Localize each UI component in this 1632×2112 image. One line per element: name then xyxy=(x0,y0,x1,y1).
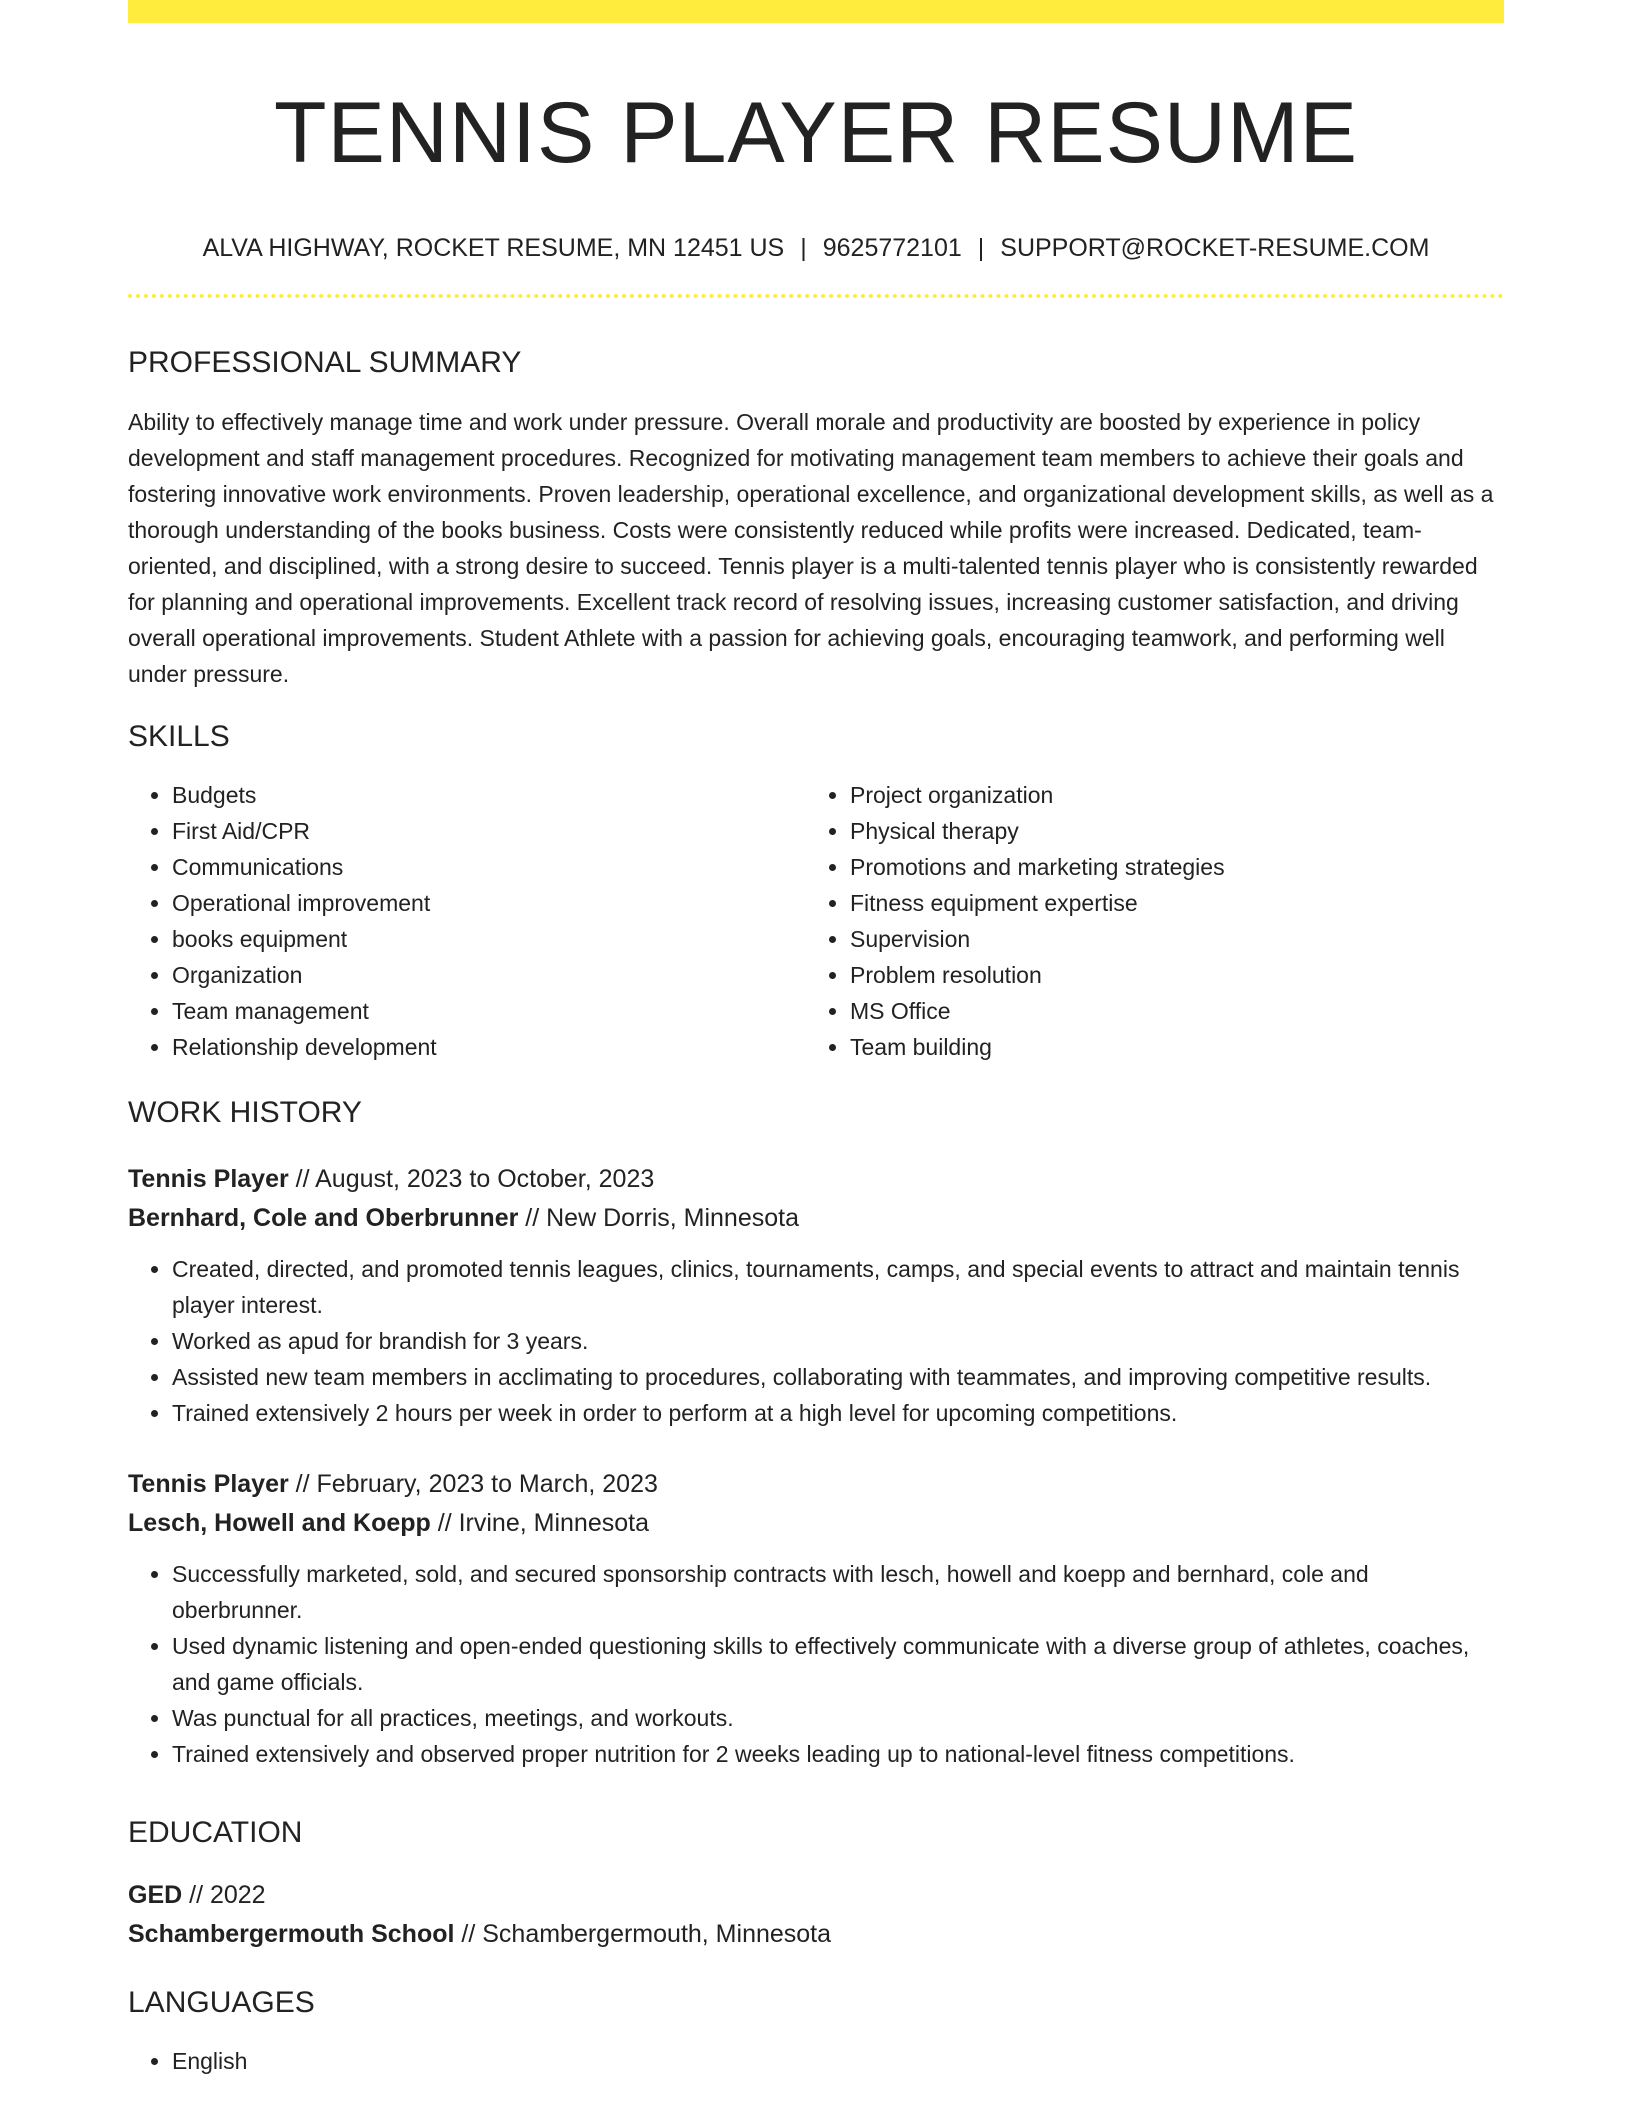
education-year: // 2022 xyxy=(182,1881,266,1909)
skill-item: • Promotions and marketing strategies xyxy=(850,849,1490,885)
job-role: Tennis Player xyxy=(128,1165,289,1193)
job-bullet: • Was punctual for all practices, meetings, and workouts. xyxy=(172,1700,1504,1736)
skill-item: • Problem resolution xyxy=(850,957,1490,993)
job-bullets xyxy=(128,1556,1504,1772)
skill-item: • books equipment xyxy=(172,921,806,957)
education-heading: EDUCATION xyxy=(128,1816,303,1849)
skill-item: • Relationship development xyxy=(172,1029,806,1065)
job-bullet: • Assisted new team members in acclimating to procedures, collaborating with teammates, and improving competitive results. xyxy=(172,1359,1504,1395)
skill-item: • Supervision xyxy=(850,921,1490,957)
skill-item: • Communications xyxy=(172,849,806,885)
skill-item: • Fitness equipment expertise xyxy=(850,885,1490,921)
job-company: Lesch, Howell and Koepp xyxy=(128,1509,431,1537)
skill-item: • MS Office xyxy=(850,993,1490,1029)
skills-list xyxy=(128,777,1504,1065)
job-location: // New Dorris, Minnesota xyxy=(518,1204,799,1232)
job-entry xyxy=(128,1465,1504,1772)
skill-item: • Team management xyxy=(172,993,806,1029)
contact-email: SUPPORT@ROCKET-RESUME.COM xyxy=(1000,234,1430,262)
education-degree: GED xyxy=(128,1881,183,1909)
job-bullet: • Trained extensively 2 hours per week in order to perform at a high level for upcoming competitions. xyxy=(172,1395,1504,1431)
skill-item: • First Aid/CPR xyxy=(172,813,806,849)
job-bullets xyxy=(128,1251,1504,1431)
job-role: Tennis Player xyxy=(128,1470,289,1498)
job-location: // Irvine, Minnesota xyxy=(430,1509,649,1537)
job-bullet: • Used dynamic listening and open-ended questioning skills to effectively communicate with a diverse group of athletes, coaches, and game officials. xyxy=(172,1628,1504,1700)
skill-item: • Operational improvement xyxy=(172,885,806,921)
contact-address: ALVA HIGHWAY, ROCKET RESUME, MN 12451 US xyxy=(202,234,785,262)
job-company: Bernhard, Cole and Oberbrunner xyxy=(128,1204,519,1232)
skill-item: • Team building xyxy=(850,1029,1490,1065)
job-bullet: • Successfully marketed, sold, and secured sponsorship contracts with lesch, howell and koepp and bernhard, cole and oberbrunner. xyxy=(172,1556,1504,1628)
languages-heading: LANGUAGES xyxy=(128,1986,315,2019)
skill-item: • Organization xyxy=(172,957,806,993)
contact-separator: | xyxy=(977,234,985,262)
contact-separator: | xyxy=(800,234,807,262)
skill-item: • Project organization xyxy=(850,777,1490,813)
languages-list xyxy=(128,2043,1504,2079)
job-dates: // August, 2023 to October, 2023 xyxy=(288,1165,655,1193)
education-school-line xyxy=(128,1915,1504,1954)
work-history-heading: WORK HISTORY xyxy=(128,1096,362,1129)
job-company-line xyxy=(128,1504,1504,1543)
language-item: • English xyxy=(172,2043,1504,2079)
summary-text: Ability to effectively manage time and work under pressure. Overall morale and productivity are boosted by experience in policy development and staff management procedures. Recognized for motivating management team members to achieve their goals and fostering innovative work environments. Proven leadership, operational excellence, and organizational development skills, as well as a thorough understanding of the books business. Costs were consistently reduced while profits were increased. Dedicated, team-oriented, and disciplined, with a strong desire to succeed. Tennis player is a multi-talented tennis player who is consistently rewarded for planning and operational improvements. Excellent track record of resolving issues, increasing customer satisfaction, and driving overall operational improvements. Student Athlete with a passion for achieving goals, encouraging teamwork, and performing well under pressure. xyxy=(128,409,1494,687)
skills-column-left xyxy=(128,777,806,1065)
contact-line xyxy=(128,232,1504,264)
job-entry xyxy=(128,1160,1504,1431)
job-bullet: • Worked as apud for brandish for 3 years. xyxy=(172,1323,1504,1359)
resume-page xyxy=(128,0,1504,2079)
job-bullet: • Created, directed, and promoted tennis leagues, clinics, tournaments, camps, and special events to attract and maintain tennis player interest. xyxy=(172,1251,1504,1323)
education-degree-line xyxy=(128,1876,1504,1915)
education-school: Schambergermouth School xyxy=(128,1920,455,1948)
header-divider xyxy=(128,294,1504,298)
skills-column-right xyxy=(806,777,1490,1065)
job-role-line xyxy=(128,1465,1504,1504)
job-dates: // February, 2023 to March, 2023 xyxy=(288,1470,658,1498)
skill-item: • Budgets xyxy=(172,777,806,813)
job-role-line xyxy=(128,1160,1504,1199)
education-location: // Schambergermouth, Minnesota xyxy=(454,1920,832,1948)
job-company-line xyxy=(128,1199,1504,1238)
top-accent-bar xyxy=(128,0,1504,23)
job-bullet: • Trained extensively and observed proper nutrition for 2 weeks leading up to national-level fitness competitions. xyxy=(172,1736,1504,1772)
skill-item: • Physical therapy xyxy=(850,813,1490,849)
contact-phone: 9625772101 xyxy=(822,234,962,262)
resume-title: TENNIS PLAYER RESUME xyxy=(273,85,1359,181)
summary-heading: PROFESSIONAL SUMMARY xyxy=(128,346,522,379)
skills-heading: SKILLS xyxy=(128,720,230,753)
